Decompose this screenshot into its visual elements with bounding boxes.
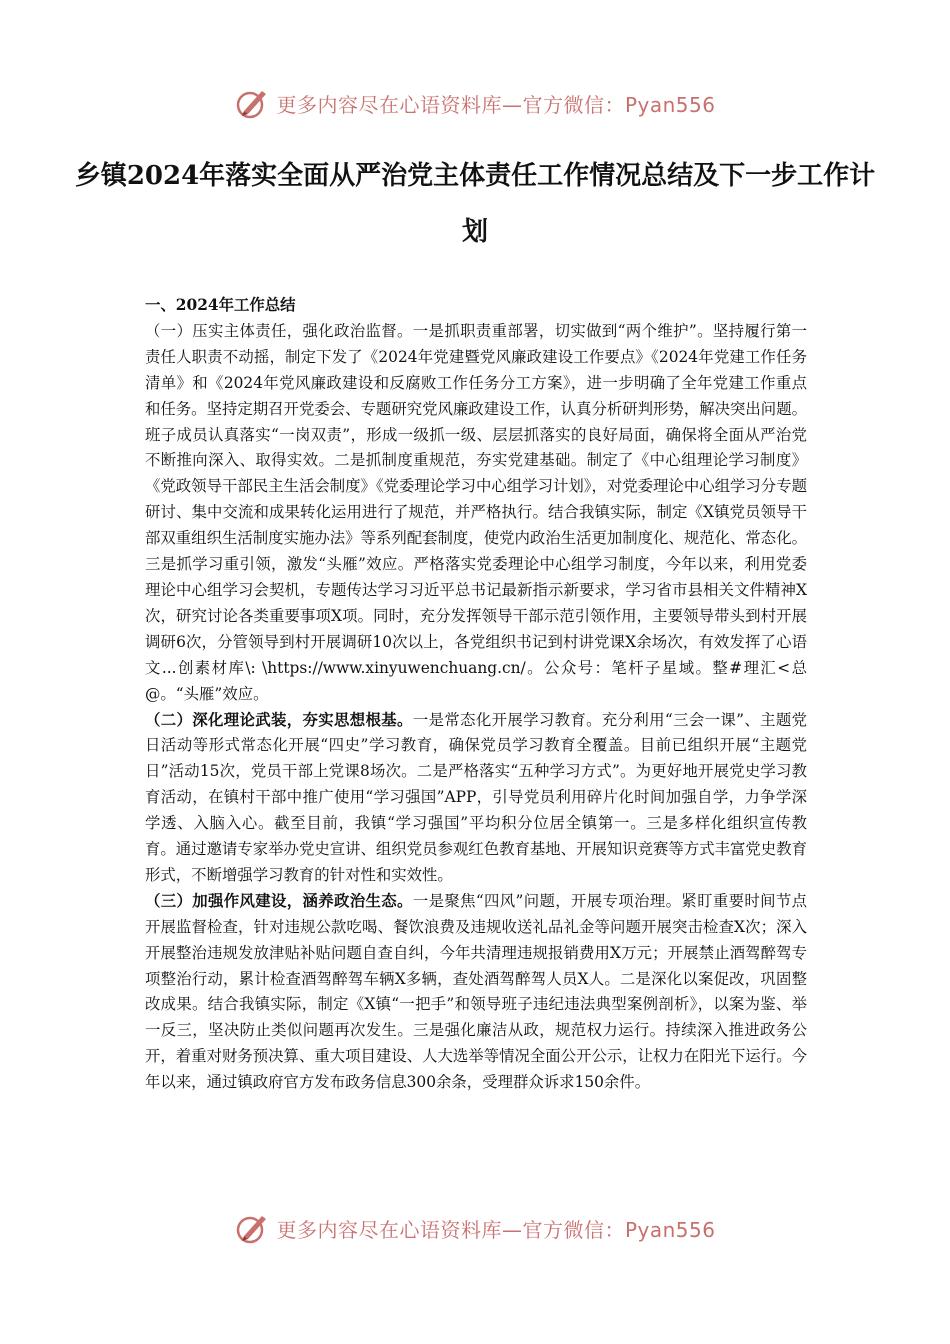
paragraph-lead: （三）加强作风建设，涵养政治生态。 <box>145 891 413 910</box>
section-heading: 一、2024年工作总结 <box>145 296 296 314</box>
paragraph-2 <box>145 708 807 889</box>
document-body <box>145 293 807 1096</box>
pen-logo-icon <box>234 85 270 121</box>
pen-logo-icon <box>234 1210 270 1246</box>
watermark-banner-top <box>0 83 950 123</box>
document-title: 乡镇2024年落实全面从严治党主体责任工作情况总结及下一步工作计划 <box>74 161 876 247</box>
paragraph-text: （一）压实主体责任，强化政治监督。一是抓职责重部署，切实做到“两个维护”。坚持履行第一责任人职责不动摇，制定下发了《2024年党建暨党风廉政建设工作要点》《2024年党建工作任务清单》和《2024年党风廉政建设和反腐败工作任务分工方案》，进一步明确了全年党建工作重点和任务。坚持定期召开党委会、专题研究党风廉政建设工作，认真分析研判形势，解决突出问题。班子成员认真落实“一岗双责”，形成一级抓一级、层层抓落实的良好局面，确保将全面从严治党不断推向深入、取得实效。二是抓制度重规范，夯实党建基础。制定了《中心组理论学习制度》《党政领导干部民主生活会制度》《党委理论学习中心组学习计划》，对党委理论中心组学习分专题研讨、集中交流和成果转化运用进行了规范，并严格执行。结合我镇实际，制定《X镇党员领导干部双重组织生活制度实施办法》等系列配套制度，使党内政治生活更加制度化、规范化、常态化。三是抓学习重引领，激发“头雁”效应。严格落实党委理论中心组学习制度，今年以来，利用党委理论中心组学习会契机，专题传达学习习近平总书记最新指示新要求，学习省市县相关文件精神X次，研究讨论各类重要事项X项。同时，充分发挥领导干部示范引领作用，主要领导带头到村开展调研6次，分管领导到村开展调研10次以上，各党组织书记到村讲党课X余场次，有效发挥了心语文...创素材库\: \https://www.xinyuwenchuang.cn/。公众号：笔杆子星域。整#理汇<总@。“头雁”效应。 <box>145 321 807 703</box>
watermark-text: 更多内容尽在心语资料库—官方微信：Pyan556 <box>276 92 716 117</box>
paragraph-text: 一是常态化开展学习教育。充分利用“三会一课”、主题党日活动等形式常态化开展“四史”学习教育，确保党员学习教育全覆盖。目前已组织开展“主题党日”活动15次，党员干部上党课8场次。二是严格落实“五种学习方式”。为更好地开展党史学习教育活动，在镇村干部中推广使用“学习强国”APP，引导党员利用碎片化时间加强自学，力争学深学透、入脑入心。截至目前，我镇“学习强国”平均积分位居全镇第一。三是多样化组织宣传教育。通过邀请专家举办党史宣讲、组织党员参观红色教育基地、开展知识竞赛等方式丰富党史教育形式，不断增强学习教育的针对性和实效性。 <box>145 710 807 884</box>
watermark-text: 更多内容尽在心语资料库—官方微信：Pyan556 <box>276 1217 716 1242</box>
watermark-banner-bottom <box>0 1208 950 1248</box>
paragraph-lead: （二）深化理论武装，夯实思想根基。 <box>145 710 413 729</box>
paragraph-1 <box>145 319 807 708</box>
paragraph-text: 一是聚焦“四风”问题，开展专项治理。紧盯重要时间节点开展监督检查，针对违规公款吃喝、餐饮浪费及违规收送礼品礼金等问题开展突击检查X次；深入开展整治违规发放津贴补贴问题自查自纠，今年共清理违规报销费用X万元；开展禁止酒驾醉驾专项整治行动，累计检查酒驾醉驾车辆X多辆，查处酒驾醉驾人员X人。二是深化以案促改，巩固整改成果。结合我镇实际，制定《X镇“一把手”和领导班子违纪违法典型案例剖析》，以案为鉴、举一反三，坚决防止类似问题再次发生。三是强化廉洁从政，规范权力运行。持续深入推进政务公开，着重对财务预决算、重大项目建设、人大选举等情况全面公开公示，让权力在阳光下运行。今年以来，通过镇政府官方发布政务信息300余条，受理群众诉求150余件。 <box>145 891 807 1092</box>
paragraph-3 <box>145 889 807 1096</box>
